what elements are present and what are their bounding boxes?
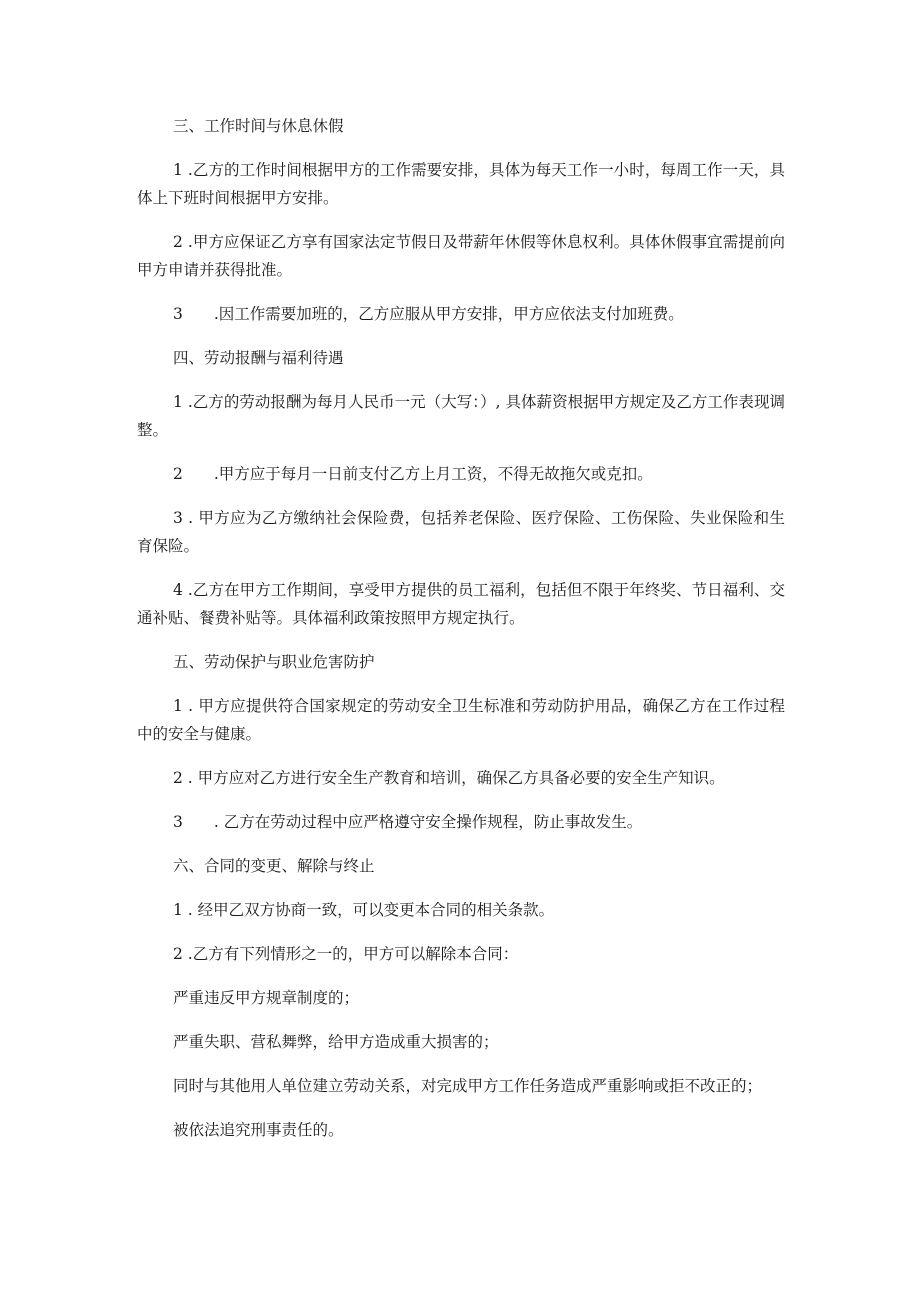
section-heading: 六、合同的变更、解除与终止 bbox=[173, 857, 375, 875]
clause: 严重违反甲方规章制度的； bbox=[173, 989, 360, 1007]
section-heading: 三、工作时间与休息休假 bbox=[173, 117, 344, 135]
clause: 2 . 甲方应对乙方进行安全生产教育和培训，确保乙方具备必要的安全生产知识。 bbox=[173, 769, 725, 787]
clause: 1 . 经甲乙双方协商一致，可以变更本合同的相关条款。 bbox=[173, 901, 555, 919]
section-heading: 五、劳动保护与职业危害防护 bbox=[173, 653, 375, 671]
clause: 2 .乙方有下列情形之一的，甲方可以解除本合同： bbox=[173, 945, 519, 963]
clause: 被依法追究刑事责任的。 bbox=[173, 1121, 344, 1139]
clause: 同时与其他用人单位建立劳动关系，对完成甲方工作任务造成严重影响或拒不改正的； bbox=[173, 1077, 763, 1095]
clause: 4 .乙方在甲方工作期间，享受甲方提供的员工福利，包括但不限于年终奖、节日福利、交通补贴、餐费补贴等。具体福利政策按照甲方规定执行。 bbox=[137, 581, 785, 627]
clause: 2 .甲方应保证乙方享有国家法定节假日及带薪年休假等休息权利。具体休假事宜需提前向甲方申请并获得批准。 bbox=[137, 233, 785, 279]
clause: 严重失职、营私舞弊，给甲方造成重大损害的； bbox=[173, 1033, 499, 1051]
clause: 1 .乙方的工作时间根据甲方的工作需要安排，具体为每天工作一小时，每周工作一天，具体上下班时间根据甲方安排。 bbox=[137, 161, 785, 207]
clause: 3 .因工作需要加班的，乙方应服从甲方安排，甲方应依法支付加班费。 bbox=[173, 305, 684, 323]
document-body bbox=[137, 112, 785, 1144]
clause: 3 . 乙方在劳动过程中应严格遵守安全操作规程，防止事故发生。 bbox=[173, 813, 643, 831]
clause: 1 . 甲方应提供符合国家规定的劳动安全卫生标准和劳动防护用品，确保乙方在工作过程中的安全与健康。 bbox=[137, 697, 785, 743]
clause: 1 .乙方的劳动报酬为每月人民币一元（大写：）, 具体薪资根据甲方规定及乙方工作表现调整。 bbox=[137, 393, 785, 439]
clause: 3 . 甲方应为乙方缴纳社会保险费，包括养老保险、医疗保险、工伤保险、失业保险和生育保险。 bbox=[137, 509, 785, 555]
clause: 2 .甲方应于每月一日前支付乙方上月工资，不得无故拖欠或克扣。 bbox=[173, 465, 653, 483]
section-heading: 四、劳动报酬与福利待遇 bbox=[173, 349, 344, 367]
